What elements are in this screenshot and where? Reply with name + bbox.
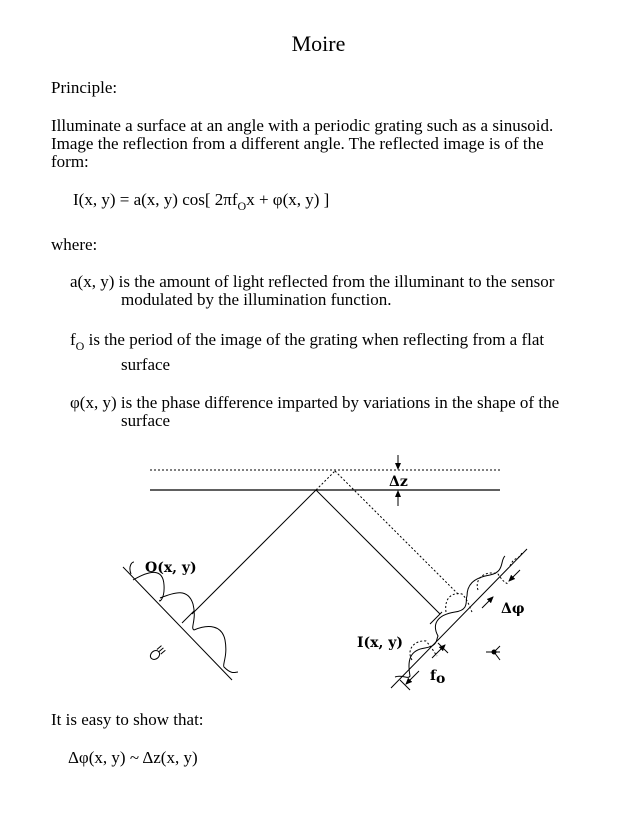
delta-z-label: Δz [389,474,408,490]
intro-line: Image the reflection from a different angle. The reflected image is of the [51,134,544,153]
conclusion-text: It is easy to show that: [51,710,204,729]
incident-ray [192,490,316,614]
eye-sensor-icon [486,646,500,660]
equation-part: I(x, y) = a(x, y) cos[ 2πf [73,190,238,209]
object-label: O(x, y) [145,560,197,576]
definition-text: is the period of the image of the grating when reflecting from a flat [84,330,545,349]
image-label: I(x, y) [357,635,404,651]
definition-line [70,330,545,353]
page-title: Moire [291,31,346,56]
light-source-icon [149,645,166,661]
definition-line: a(x, y) is the amount of light reflected from the illuminant to the sensor [70,272,555,291]
result-equation: Δφ(x, y) ~ Δz(x, y) [68,748,198,767]
image-plane [391,549,527,688]
displaced-incident-ray [316,471,335,490]
f0-symbol: f [430,668,437,684]
reflected-ray [316,490,440,614]
intro-line: form: [51,152,89,171]
equation-part: x + φ(x, y) ] [246,190,330,209]
definition-line: surface [121,355,171,374]
principle-heading: Principle: [51,78,118,97]
delta-phi-arrow-top [509,570,520,581]
definition-line: modulated by the illumination function. [121,290,392,309]
incident-foot [182,611,194,623]
equation-subscript: O [237,199,247,213]
main-equation [73,190,330,213]
intro-line: Illuminate a surface at an angle with a periodic grating such as a sinusoid. [51,116,554,135]
where-heading: where: [51,235,98,254]
object-wave [130,562,238,673]
f0-label [430,668,445,687]
definition-symbol: f [70,330,76,349]
definition-line: φ(x, y) is the phase difference imparted by variations in the shape of the [70,393,560,412]
definition-symbol-subscript: O [75,339,85,353]
delta-phi-arrow-bottom [482,597,493,608]
moire-diagram [0,440,637,705]
object-plane [123,567,232,680]
f0-subscript: o [436,671,446,687]
delta-phi-label: Δφ [501,601,525,617]
f0-tick [438,643,448,653]
definition-line: surface [121,411,171,430]
f0-arrow-top [432,645,445,658]
